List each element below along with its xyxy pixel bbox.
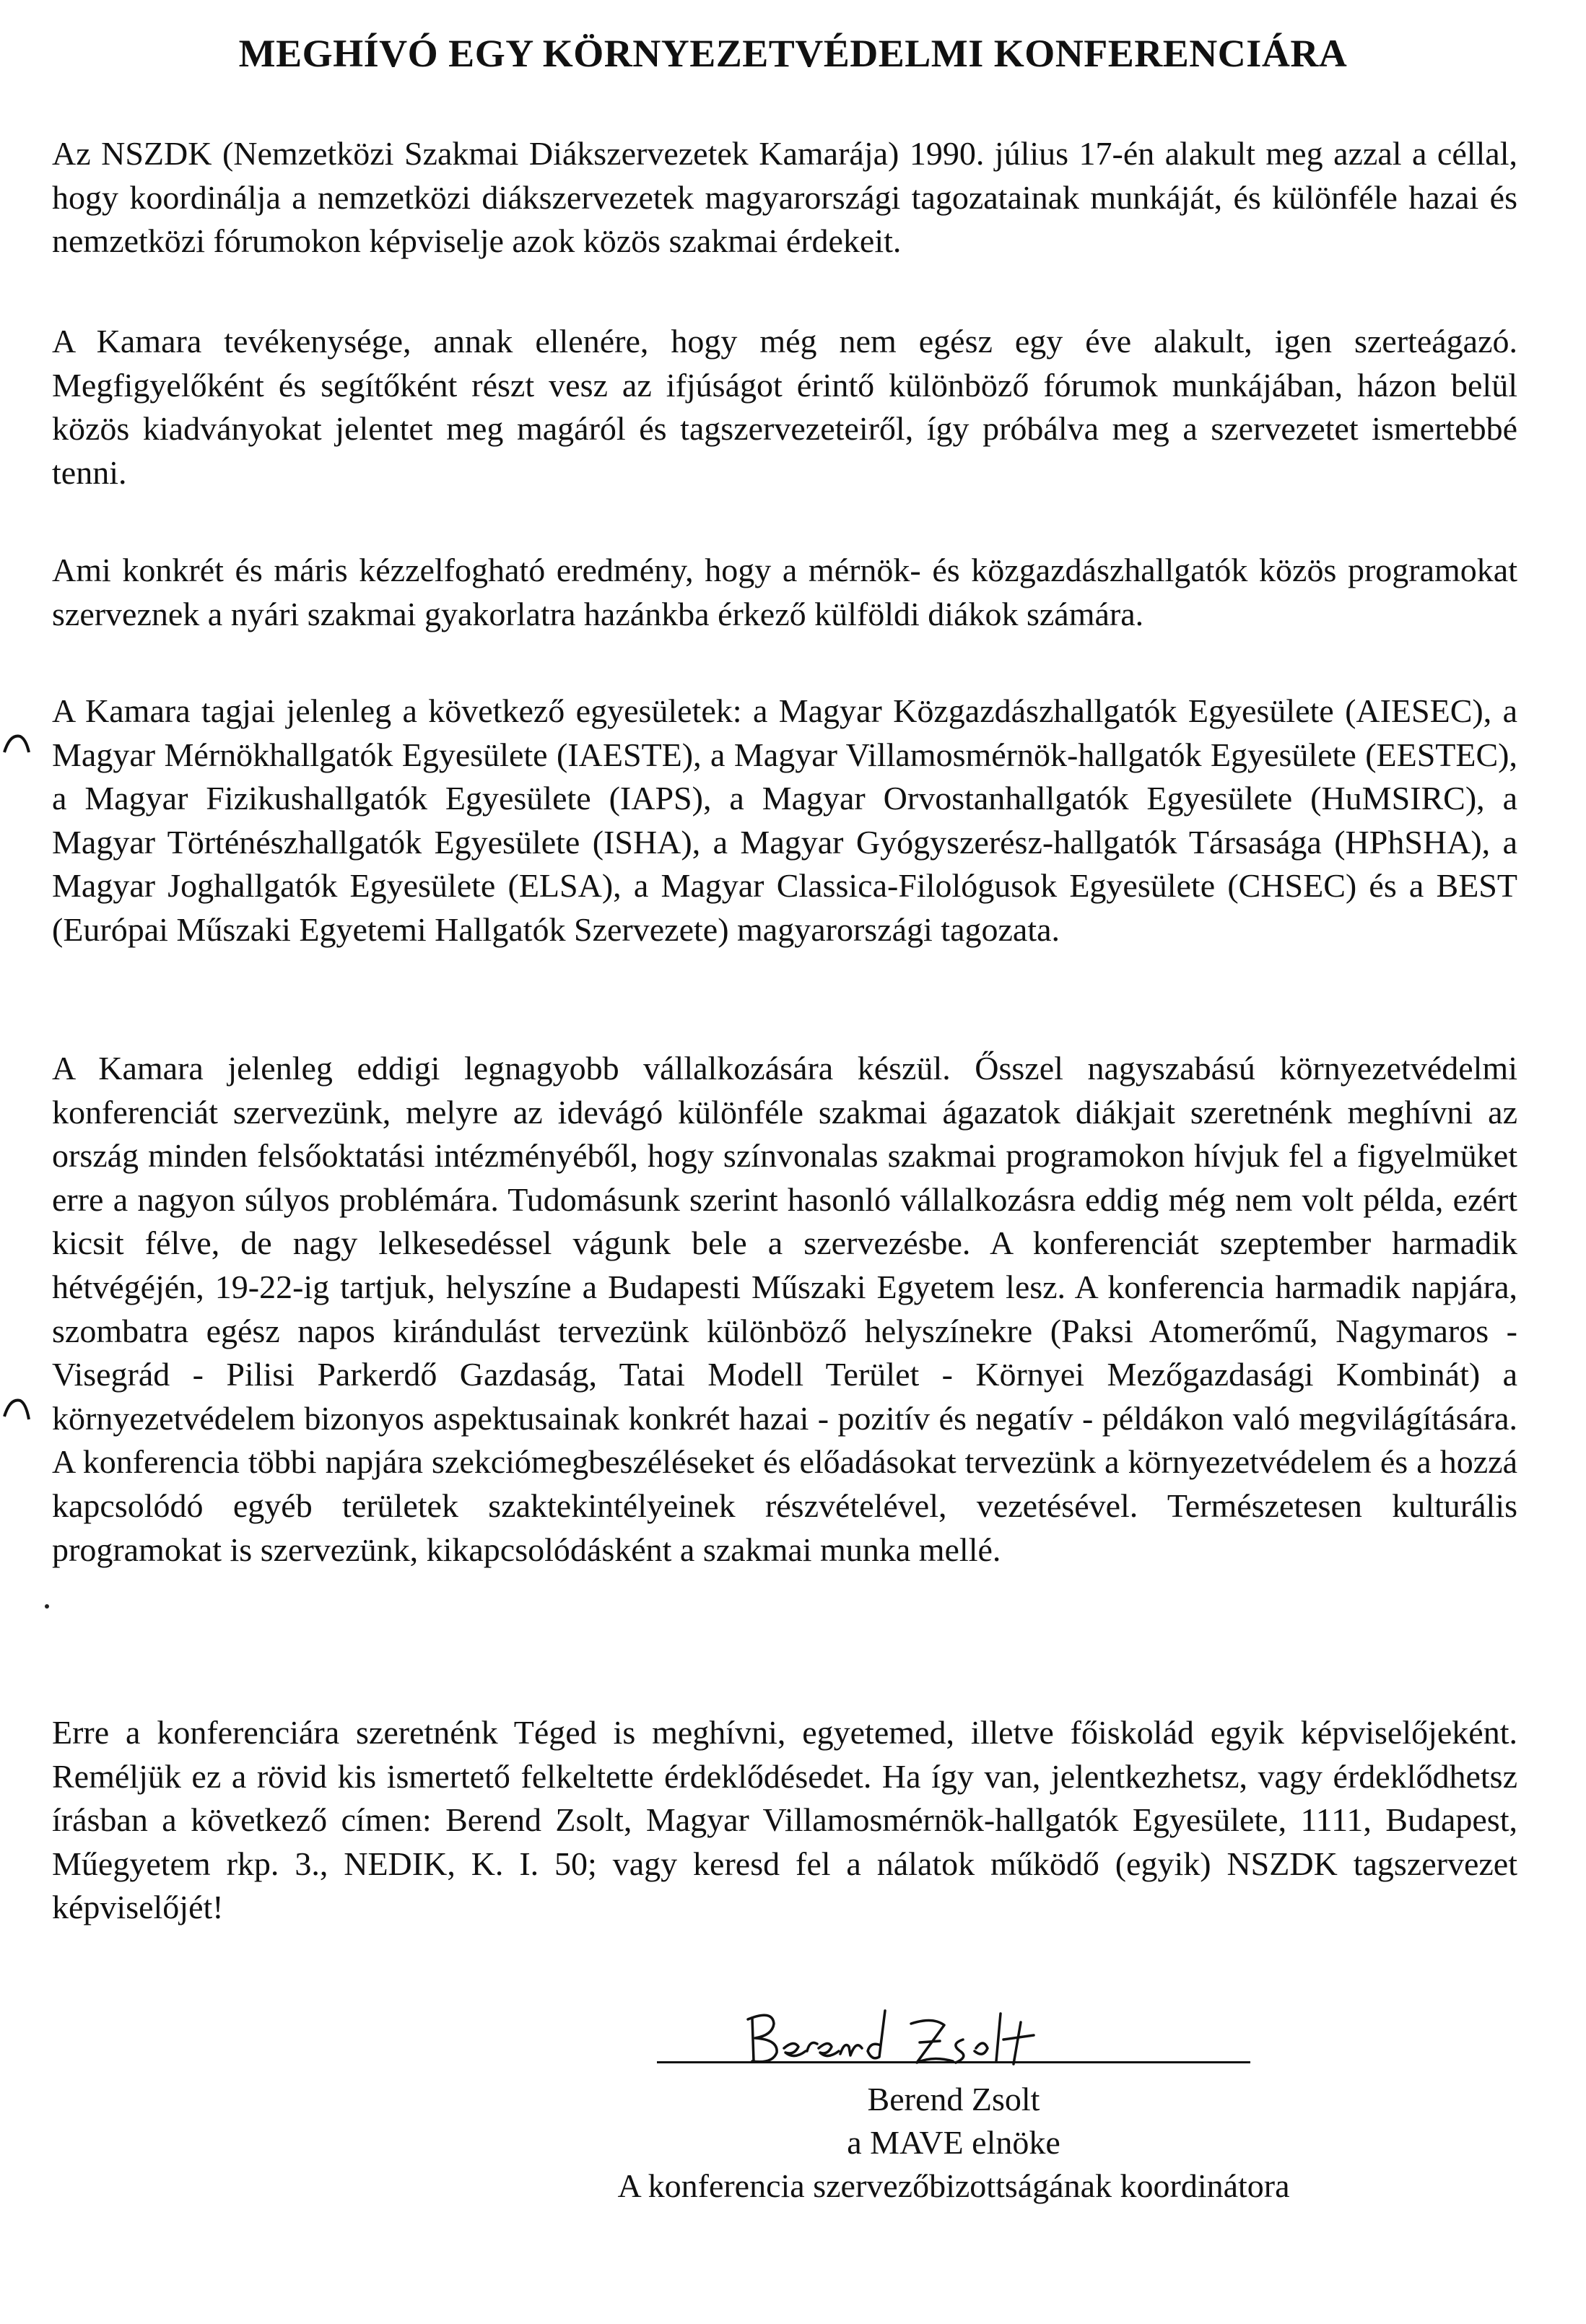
signer-coordinator-title: A konferencia szervezőbizottságának koordinátora [617,2167,1290,2204]
paragraph-activities: A Kamara tevékenysége, annak ellenére, hogy még nem egész egy éve alakult, igen szerteágazó. Megfigyelőként és segítőként részt vesz az ifjúságot érintő különböző fórumok munkájában, házon belül közös kiadványokat jelentet meg magáról és tagszervezeteiről, így próbálva meg a szervezetet ismertebbé tenni. [52,323,1517,491]
signature-line [657,2061,1250,2063]
margin-caret-mark-icon [1,1395,30,1424]
signer-name: Berend Zsolt [867,2081,1040,2118]
document-title: MEGHÍVÓ EGY KÖRNYEZETVÉDELMI KONFERENCIÁRA [238,32,1348,75]
margin-caret-mark-icon [1,731,30,760]
paragraph-founding: Az NSZDK (Nemzetközi Szakmai Diákszervezetek Kamarája) 1990. július 17-én alakult meg azzal a céllal, hogy koordinálja a nemzetközi diákszervezetek magyarországi tagozatainak munkáját, és különféle hazai és nemzetközi fórumokon képviselje azok közös szakmai érdekeit. [52,135,1517,260]
paragraph-members: A Kamara tagjai jelenleg a következő egyesületek: a Magyar Közgazdászhallgatók Egyesülete (AIESEC), a Magyar Mérnökhallgatók Egyesülete (IAESTE), a Magyar Villamosmérnök-hallgatók Egyesülete (EESTEC), a Magyar Fizikushallgatók Egyesülete (IAPS), a Magyar Orvostanhallgatók Egyesülete (HuMSIRC), a Magyar Történészhallgatók Egyesülete (ISHA), a Magyar Gyógyszerész-hallgatók Társasága (HPhSHA), a Magyar Joghallgatók Egyesülete (ELSA), a Magyar Classica-Filológusok Egyesülete (CHSEC) és a BEST (Európai Műszaki Egyetemi Hallgatók Szervezete) magyarországi tagozata. [52,692,1517,948]
paragraph-invitation: Erre a konferenciára szeretnénk Téged is meghívni, egyetemed, illetve főiskolád egyik képviselőjeként. Reméljük ez a rövid kis ismertető felkeltette érdeklődésedet. Ha így van, jelentkezhetsz, vagy érdeklődhetsz írásban a következő címen: Berend Zsolt, Magyar Villamosmérnök-hallgatók Egyesülete, 1111, Budapest, Műegyetem rkp. 3., NEDIK, K. I. 50; vagy keresd fel a nálatok működő (egyik) NSZDK tagszervezet képviselőjét! [52,1714,1517,1926]
margin-dot-mark [45,1604,49,1609]
signer-role: a MAVE elnöke [847,2124,1060,2161]
handwritten-signature [744,2003,1047,2076]
paragraph-results: Ami konkrét és máris kézzelfogható eredmény, hogy a mérnök- és közgazdászhallgatók közös programokat szerveznek a nyári szakmai gyakorlatra hazánkba érkező külföldi diákok számára. [52,552,1517,632]
paragraph-conference: A Kamara jelenleg eddigi legnagyobb vállalkozására készül. Ősszel nagyszabású környezetvédelmi konferenciát szervezünk, melyre az idevágó különféle szakmai ágazatok diákjait szeretnénk meghívni az ország minden felsőoktatási intézményéből, hogy színvonalas szakmai programokon hívjuk fel a figyelmüket erre a nagyon súlyos problémára. Tudomásunk szerint hasonló vállalkozásra eddig még nem volt példa, ezért kicsit félve, de nagy lelkesedéssel vágunk bele a szervezésbe. A konferenciát szeptember harmadik hétvégéjén, 19-22-ig tartjuk, helyszíne a Budapesti Műszaki Egyetem lesz. A konferencia harmadik napjára, szombatra egész napos kirándulást tervezünk különböző helyszínekre (Paksi Atomerőmű, Nagymaros - Visegrád - Pilisi Parkerdő Gazdaság, Tatai Modell Terület - Környei Mezőgazdasági Kombinát) a környezetvédelem bizonyos aspektusainak konkrét hazai - pozitív és negatív - példákon való megvilágítására. A konferencia többi napjára szekciómegbeszéléseket és előadásokat tervezünk a környezetvédelem és a hozzá kapcsolódó egyéb területek szaktekintélyeinek részvételével, vezetésével. Természetesen kulturális programokat is szervezünk, kikapcsolódásként a szakmai munka mellé. [52,1050,1517,1568]
